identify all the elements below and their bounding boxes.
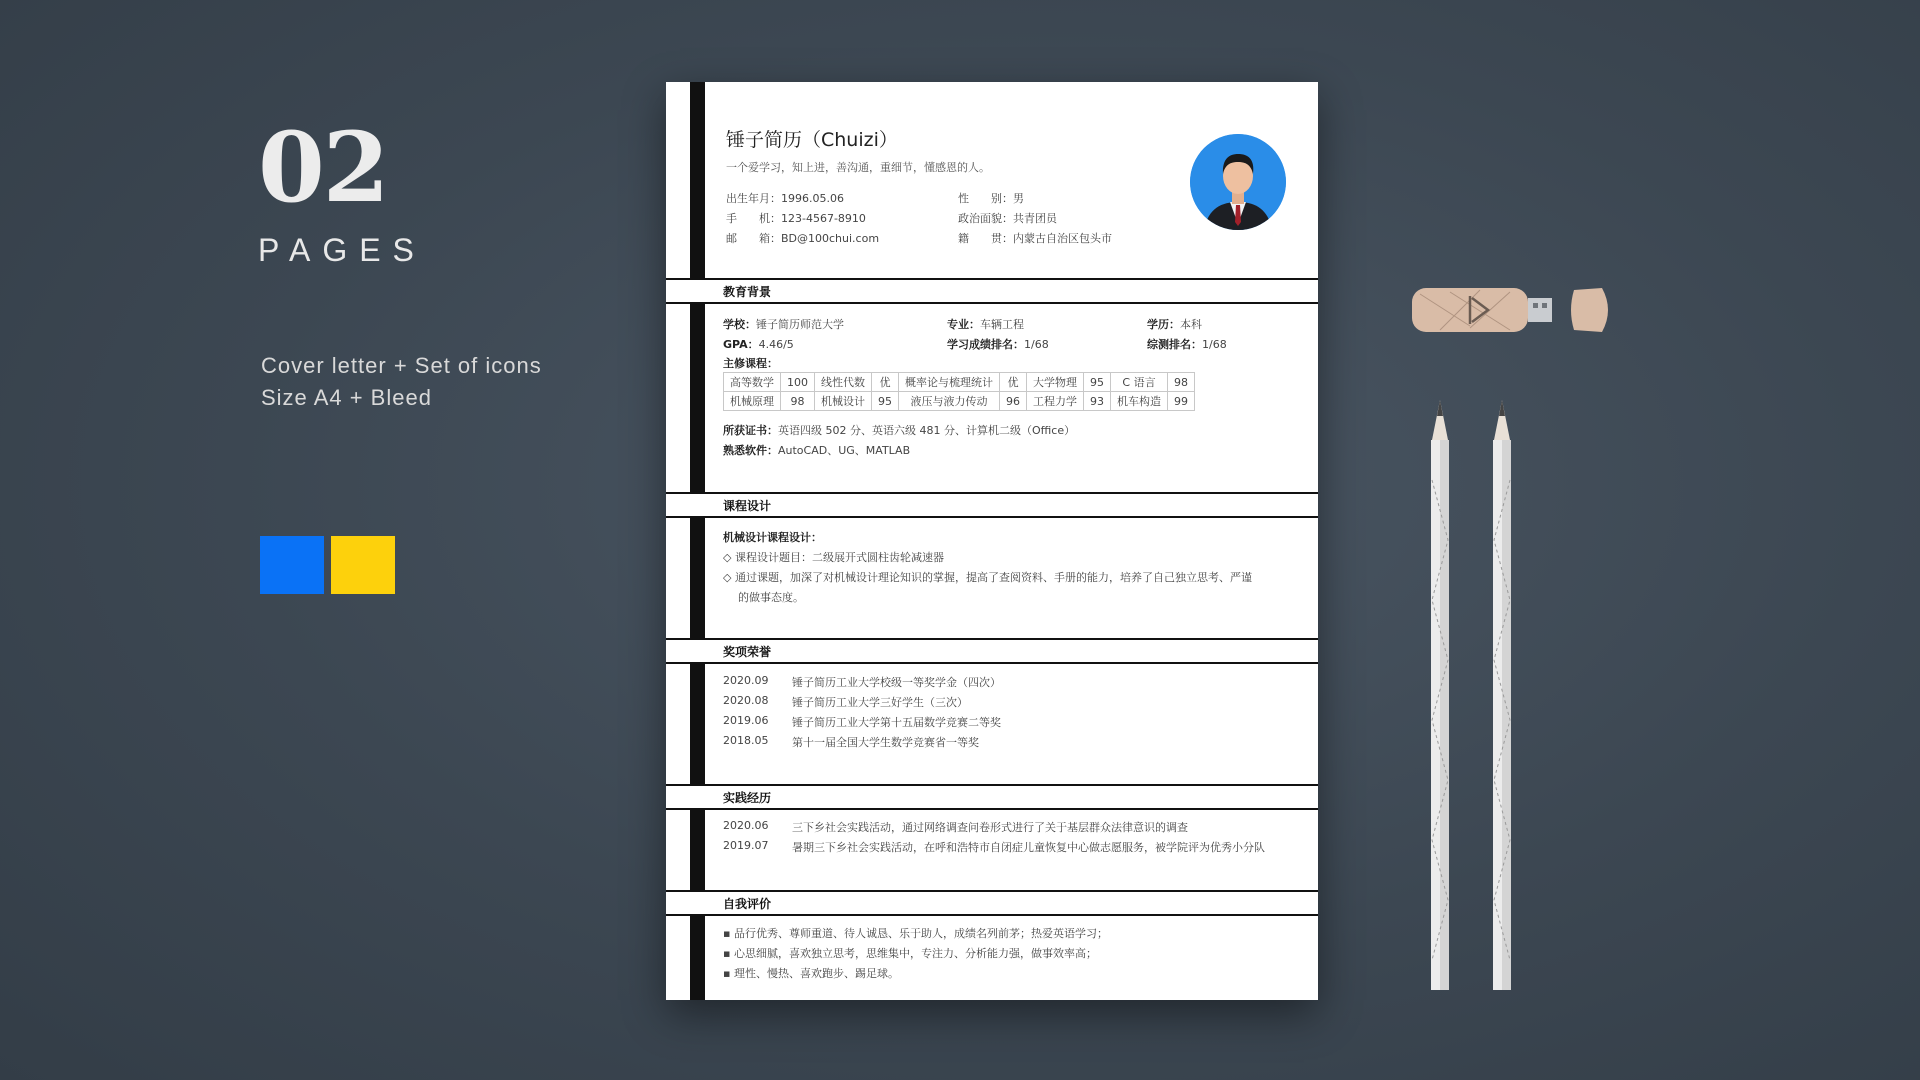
left-bar: [690, 304, 705, 492]
practice-text: 暑期三下乡社会实践活动，在呼和浩特市自闭症儿童恢复中心做志愿服务，被学院评为优秀小分队: [792, 841, 1265, 854]
award-text: 第十一届全国大学生数学竞赛省一等奖: [792, 736, 979, 749]
practice-text: 三下乡社会实践活动，通过网络调查问卷形式进行了关于基层群众法律意识的调查: [792, 821, 1188, 834]
education-software: 熟悉软件：AutoCAD、UG、MATLAB: [723, 444, 911, 457]
section-title: 课程设计: [723, 499, 772, 513]
award-date: 2020.09: [723, 674, 769, 687]
pencil-icon: [1490, 400, 1514, 990]
square-bullet-icon: ▪: [723, 927, 731, 940]
education-school: 学校：锤子简历师范大学: [723, 318, 844, 331]
info-gender: 性 别：男: [958, 192, 1024, 205]
section-title: 奖项荣誉: [723, 645, 772, 659]
section-header-practice: [666, 784, 1318, 810]
left-bar: [690, 664, 705, 784]
info-origin: 籍 贯：内蒙古自治区包头市: [958, 232, 1112, 245]
promo-line-2: Size A4 + Bleed: [261, 385, 432, 410]
pencil-icon: [1428, 400, 1452, 990]
left-bar: [690, 82, 705, 278]
section-title: 实践经历: [723, 791, 772, 805]
info-phone: 手 机：123-4567-8910: [726, 212, 866, 225]
diamond-bullet-icon: ◇: [723, 571, 732, 584]
award-date: 2019.06: [723, 714, 769, 727]
pages-label: PAGES: [258, 232, 426, 268]
left-bar: [690, 810, 705, 890]
courses-label: 主修课程：: [723, 357, 778, 370]
square-bullet-icon: ▪: [723, 967, 731, 980]
award-date: 2020.08: [723, 694, 769, 707]
education-overall-rank: 综测排名：1/68: [1147, 338, 1227, 351]
avatar-portrait-icon: [1190, 134, 1286, 230]
promo-line-1: Cover letter + Set of icons: [261, 353, 542, 378]
courses-table: [723, 372, 1195, 411]
section-header-self-evaluation: [666, 890, 1318, 916]
list-item: ▪ 品行优秀、尊师重道、待人诚恳、乐于助人，成绩名列前茅；热爱英语学习；: [723, 927, 1108, 940]
resume-page: [666, 82, 1318, 1000]
page-count-number: 02: [258, 111, 388, 224]
section-header-course-design: [666, 492, 1318, 518]
education-rank: 学习成绩排名：1/68: [947, 338, 1049, 351]
education-major: 专业：车辆工程: [947, 318, 1024, 331]
award-text: 锤子简历工业大学校级一等奖学金（四次）: [792, 676, 1001, 689]
section-header-education: [666, 278, 1318, 304]
award-text: 锤子简历工业大学第十五届数学竞赛二等奖: [792, 716, 1001, 729]
list-item-continued: 的做事态度。: [738, 591, 804, 604]
left-bar: [690, 518, 705, 638]
practice-date: 2020.06: [723, 819, 769, 832]
diamond-bullet-icon: ◇: [723, 551, 732, 564]
promo-description: [261, 350, 661, 414]
info-birth: 出生年月：1996.05.06: [726, 192, 844, 205]
color-swatch-yellow: [331, 536, 395, 594]
info-email: 邮 箱：BD@100chui.com: [726, 232, 880, 245]
list-item: ◇ 课程设计题目：二级展开式圆柱齿轮减速器: [723, 551, 944, 564]
section-title: 自我评价: [723, 897, 772, 911]
table-row: 高等数学 100 线性代数 优 概率论与梳理统计 优 大学物理 95 C 语言 98: [724, 373, 1195, 392]
practice-date: 2019.07: [723, 839, 769, 852]
award-date: 2018.05: [723, 734, 769, 747]
avatar: [1190, 134, 1286, 230]
info-politics: 政治面貌：共青团员: [958, 212, 1057, 225]
usb-drive-icon: [1410, 282, 1615, 342]
education-gpa: GPA：4.46/5: [723, 338, 794, 351]
award-text: 锤子简历工业大学三好学生（三次）: [792, 696, 968, 709]
education-certificates: 所获证书：英语四级 502 分、英语六级 481 分、计算机二级（Office）: [723, 424, 1076, 437]
left-bar: [690, 916, 705, 1000]
course-design-title: 机械设计课程设计：: [723, 531, 822, 544]
promo-block: [258, 111, 542, 410]
resume-name: 锤子简历（Chuizi）: [726, 129, 898, 151]
section-title: 教育背景: [723, 285, 772, 299]
section-header-awards: [666, 638, 1318, 664]
list-item: ◇ 通过课题，加深了对机械设计理论知识的掌握，提高了查阅资料、手册的能力，培养了自己独立思考、严谨: [723, 571, 1252, 584]
education-degree: 学历：本科: [1147, 318, 1202, 331]
list-item: ▪ 理性、慢热、喜欢跑步、踢足球。: [723, 967, 899, 980]
square-bullet-icon: ▪: [723, 947, 731, 960]
list-item: ▪ 心思细腻，喜欢独立思考，思维集中，专注力、分析能力强，做事效率高；: [723, 947, 1097, 960]
color-swatch-blue: [260, 536, 324, 594]
table-row: 机械原理 98 机械设计 95 液压与液力传动 96 工程力学 93 机车构造 99: [724, 392, 1195, 411]
resume-tagline: 一个爱学习，知上进，善沟通，重细节，懂感恩的人。: [726, 161, 990, 174]
